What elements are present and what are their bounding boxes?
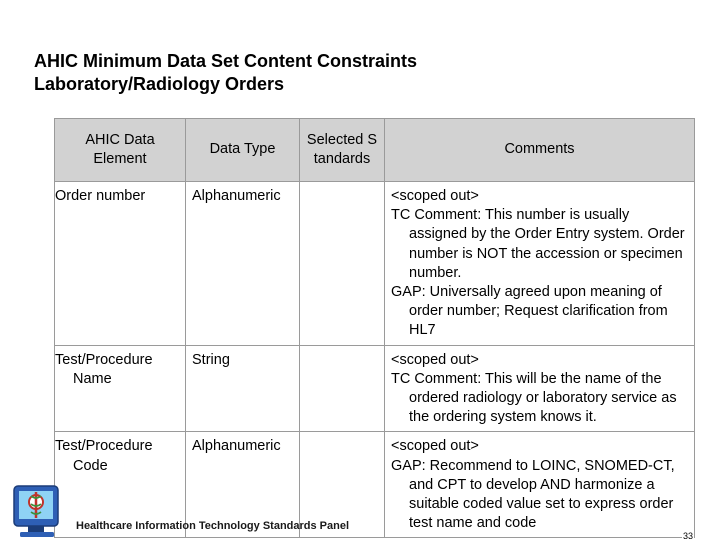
comment-line: <scoped out> [391, 188, 479, 204]
cell-element: Order number [55, 182, 186, 346]
cell-element: Test/Procedure Name [55, 345, 186, 432]
cell-type: Alphanumeric [186, 182, 300, 346]
slide-title [34, 50, 694, 96]
comment-line: <scoped out> [391, 351, 479, 368]
cell-type: Alphanumeric [186, 432, 300, 538]
header-ahic-data-element: AHIC Data Element [55, 119, 186, 182]
hitsp-logo-icon [10, 480, 70, 540]
table-header-row [55, 119, 695, 182]
header-comments: Comments [385, 119, 695, 182]
slide-title-line2: Laboratory/Radiology Orders [34, 74, 285, 94]
cell-comments [385, 182, 695, 346]
table-row [55, 182, 695, 346]
page-number: 33 [683, 531, 694, 541]
cell-comments [385, 345, 695, 432]
header-data-type: Data Type [186, 119, 300, 182]
comment-line: GAP: Universally agreed upon meaning of order number; Request clarification from HL7 [391, 284, 668, 339]
slide-title-line1: AHIC Minimum Data Set Content Constraints [34, 51, 418, 71]
comment-line: TC Comment: This will be the name of the ordered radiology or laboratory service as the ordering system knows it. [391, 370, 677, 426]
cell-standards [300, 345, 385, 432]
cell-element: Test/Procedure Code [55, 432, 186, 538]
comment-line: TC Comment: This number is usually assigned by the Order Entry system. Order number is NOT the accession or specimen number. [391, 207, 685, 281]
cell-comments [385, 432, 695, 538]
comment-line: GAP: Recommend to LOINC, SNOMED-CT, and CPT to develop AND harmonize a suitable coded value set to express order test name and code [391, 457, 675, 532]
header-selected-standards: Selected Standards [300, 119, 385, 182]
footer-panel-name: Healthcare Information Technology Standards Panel [76, 520, 350, 532]
table-row [55, 345, 695, 432]
cell-type: String [186, 345, 300, 432]
cell-standards [300, 182, 385, 346]
constraints-table [54, 118, 695, 538]
comment-line: <scoped out> [391, 438, 479, 455]
